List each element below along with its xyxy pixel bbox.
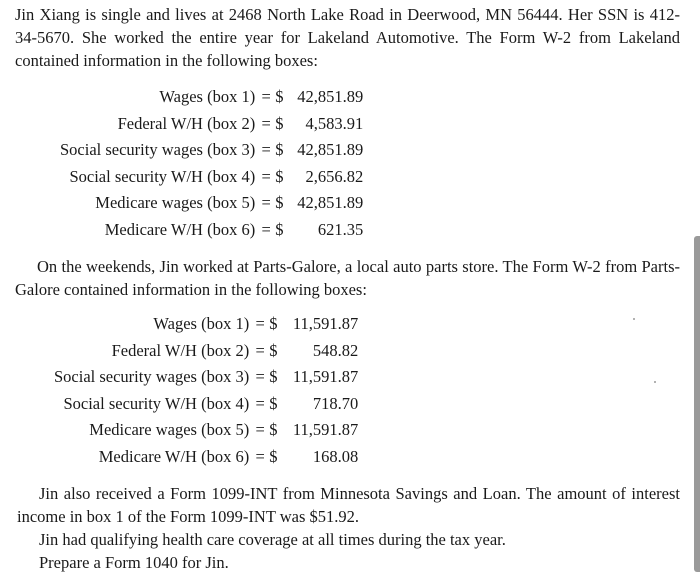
table-row [54,364,358,391]
speck-mark [654,381,656,383]
dollar-sign: $ [269,420,278,439]
dollar-sign: $ [269,367,278,386]
equals-sign: = [261,87,271,106]
equals-sign: = [255,420,265,439]
dollar-sign: $ [275,140,284,159]
table-row [60,111,363,138]
box-label: Social security wages (box 3) [54,367,250,386]
table-row [54,391,358,418]
box-amount: 42,851.89 [297,193,364,212]
box-amount: 168.08 [312,446,359,466]
equals-sign: = [255,314,265,333]
equals-sign: = [261,166,271,186]
table-row [60,217,363,244]
speck-mark [633,318,635,320]
equals-sign: = [255,393,265,413]
box-label: Social security W/H (box 4) [63,393,250,413]
box-amount: 2,656.82 [305,166,364,186]
box-amount: 548.82 [312,340,359,360]
dollar-sign: $ [269,446,278,466]
dollar-sign: $ [275,219,284,239]
equals-sign: = [261,193,271,212]
dollar-sign: $ [275,87,284,106]
weekend-paragraph: On the weekends, Jin worked at Parts-Galore, a local auto parts store. The Form W-2 from Parts-Galore contained information in the following boxes: [15,257,680,299]
box-amount: 42,851.89 [297,87,364,106]
table-row [60,164,363,191]
equals-sign: = [255,340,265,360]
box-amount: 621.35 [317,219,364,239]
box-amount: 42,851.89 [297,140,364,159]
box-label: Medicare W/H (box 6) [104,219,256,239]
dollar-sign: $ [269,340,278,360]
box-label: Medicare wages (box 5) [89,420,250,439]
box-amount: 11,591.87 [292,314,359,333]
table-row [60,137,363,164]
partsgalore-w2-boxes [54,311,358,470]
intro-paragraph: Jin Xiang is single and lives at 2468 North Lake Road in Deerwood, MN 56444. Her SSN is 412-34-5670. She worked the entire year for Lakeland Automotive. The Form W-2 from Lakeland contained information in the following boxes: [15,5,680,70]
box-label: Medicare W/H (box 6) [98,446,250,466]
equals-sign: = [261,140,271,159]
lakeland-w2-boxes [60,84,363,243]
dollar-sign: $ [269,393,278,413]
box-label: Social security W/H (box 4) [69,166,256,186]
scrollbar[interactable] [694,236,700,572]
equals-sign: = [255,367,265,386]
equals-sign: = [261,113,271,133]
box-amount: 11,591.87 [292,420,359,439]
box-amount: 718.70 [312,393,359,413]
box-label: Medicare wages (box 5) [95,193,256,212]
box-label: Wages (box 1) [159,87,256,106]
dollar-sign: $ [269,314,278,333]
box-label: Federal W/H (box 2) [117,113,256,133]
interest-paragraph: Jin also received a Form 1099-INT from Minnesota Savings and Loan. The amount of interest income in box 1 of the Form 1099-INT was $51.92. [17,484,680,526]
table-row [54,444,358,471]
table-row [54,417,358,444]
box-label: Social security wages (box 3) [60,140,256,159]
equals-sign: = [261,219,271,239]
box-amount: 4,583.91 [305,113,364,133]
coverage-paragraph: Jin had qualifying health care coverage at all times during the tax year. [39,530,506,549]
task-paragraph: Prepare a Form 1040 for Jin. [39,553,229,572]
table-row [54,338,358,365]
box-amount: 11,591.87 [292,367,359,386]
dollar-sign: $ [275,166,284,186]
table-row [54,311,358,338]
dollar-sign: $ [275,113,284,133]
dollar-sign: $ [275,193,284,212]
box-label: Wages (box 1) [153,314,250,333]
table-row [60,190,363,217]
table-row [60,84,363,111]
box-label: Federal W/H (box 2) [111,340,250,360]
equals-sign: = [255,446,265,466]
